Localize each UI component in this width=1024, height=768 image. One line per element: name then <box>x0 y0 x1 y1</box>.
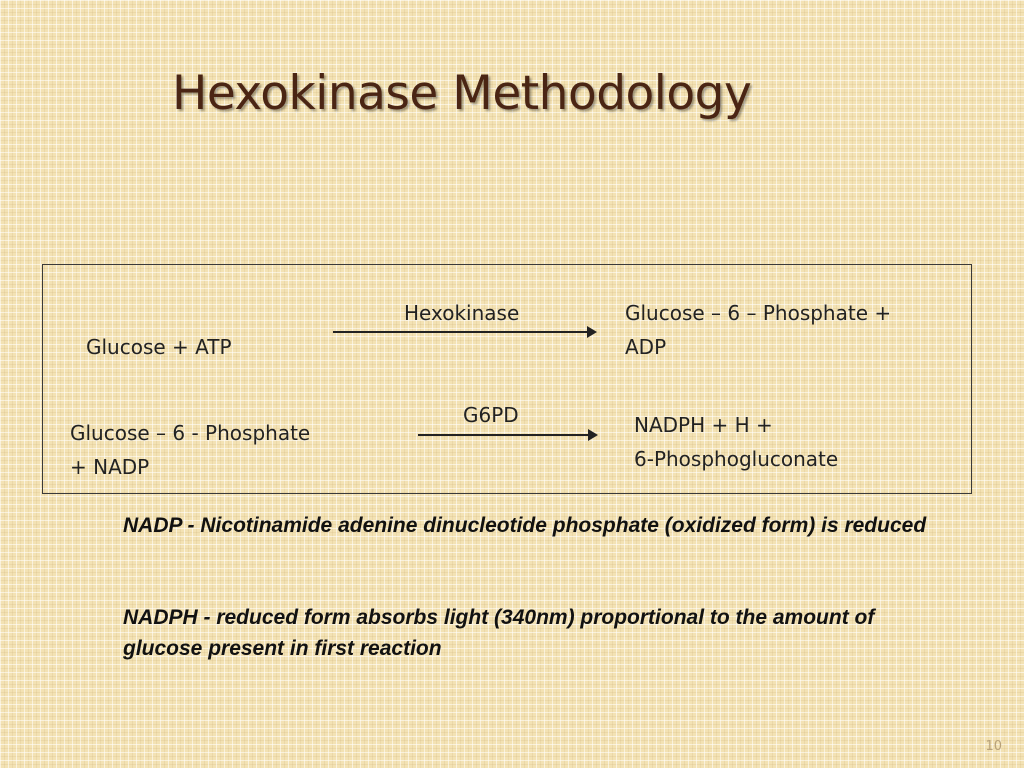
note-nadp: NADP - Nicotinamide adenine dinucleotide phosphate (oxidized form) is reduced <box>123 514 927 537</box>
reaction2-reactants-line1: Glucose – 6 - Phosphate <box>70 421 311 445</box>
reaction2-arrow <box>418 434 596 436</box>
reaction2-products-line1: NADPH + H + <box>634 413 773 437</box>
reaction2-reactants-line2: + NADP <box>70 455 150 479</box>
reaction1-enzyme: Hexokinase <box>404 301 520 325</box>
reaction1-products-line1: Glucose – 6 – Phosphate + <box>625 301 892 325</box>
reaction2-enzyme: G6PD <box>463 403 519 427</box>
reaction1-arrow <box>333 331 595 333</box>
reaction1-products-line2: ADP <box>625 335 667 359</box>
note-nadph: NADPH - reduced form absorbs light (340nm) proportional to the amount of glucose present in first reaction <box>123 606 875 660</box>
reaction2-products-line2: 6-Phosphogluconate <box>634 447 839 471</box>
reaction1-reactants: Glucose + ATP <box>86 335 232 359</box>
slide-title: Hexokinase Methodology <box>172 66 752 121</box>
page-number: 10 <box>985 739 1002 754</box>
